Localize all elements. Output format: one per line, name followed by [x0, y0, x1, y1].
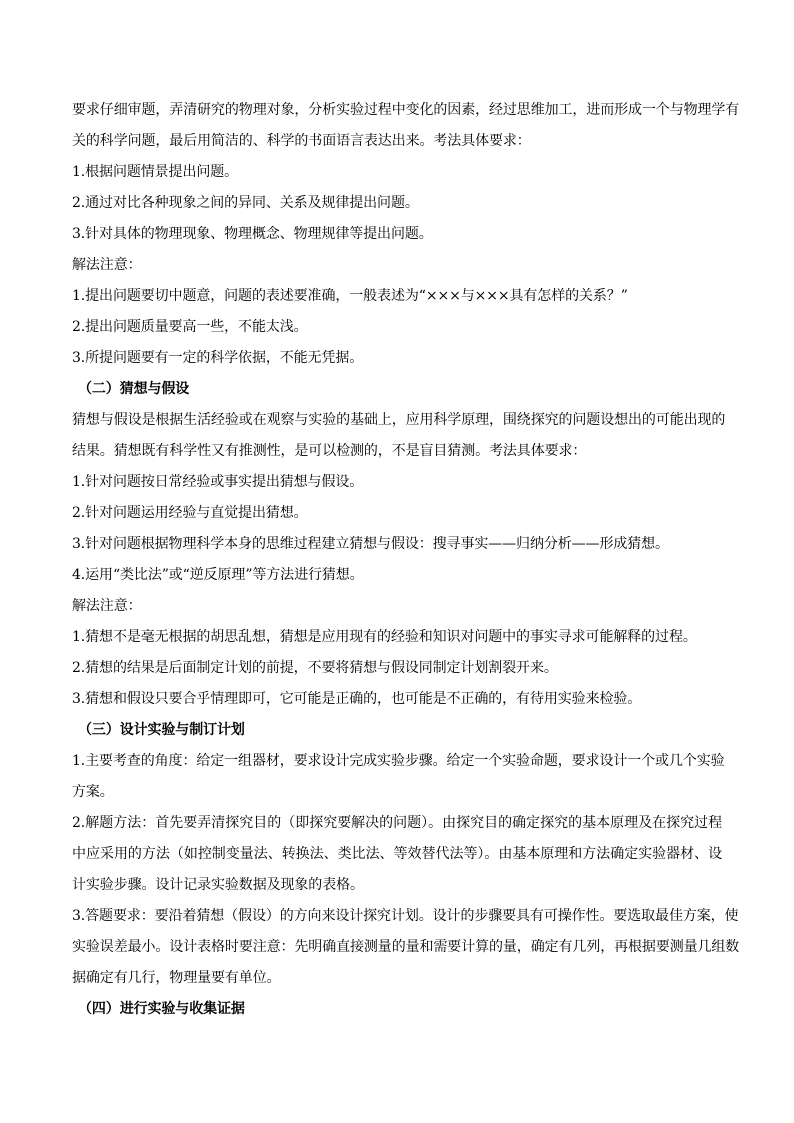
section-heading: （三）设计实验与制订计划: [78, 722, 245, 738]
paragraph-line: 实验误差最小。设计表格时要注意：先明确直接测量的量和需要计算的量，确定有几列，再根据要测量几组数: [72, 939, 740, 955]
section-heading: （二）猜想与假设: [78, 381, 190, 397]
notes-label: 解法注意：: [72, 257, 142, 273]
paragraph-line: 结果。猜想既有科学性又有推测性，是可以检测的，不是盲目猜测。考法具体要求：: [72, 443, 587, 459]
notes-label: 解法注意：: [72, 598, 142, 614]
list-item: 3.猜想和假设只要合乎情理即可，它可能是正确的，也可能是不正确的，有待用实验来检验。: [72, 691, 642, 707]
paragraph-line: 3.答题要求：要沿着猜想（假设）的方向来设计探究计划。设计的步骤要具有可操作性。要选取最佳方案，使: [72, 908, 739, 924]
list-item: 1.针对问题按日常经验或事实提出猜想与假设。: [72, 474, 364, 490]
paragraph-line: 1.主要考查的角度：给定一组器材，要求设计完成实验步骤。给定一个实验命题，要求设计一个或几个实验: [72, 753, 725, 769]
list-item: 2.针对问题运用经验与直觉提出猜想。: [72, 505, 308, 521]
list-item: 4.运用“类比法”或“逆反原理”等方法进行猜想。: [72, 567, 364, 583]
paragraph-line: 计实验步骤。设计记录实验数据及现象的表格。: [72, 877, 364, 893]
list-item: 1.提出问题要切中题意，问题的表述要准确，一般表述为“×××与×××具有怎样的关系？”: [72, 288, 628, 304]
paragraph-line: 要求仔细审题，弄清研究的物理对象，分析实验过程中变化的因素，经过思维加工，进而形成一个与物理学有: [72, 102, 740, 118]
list-item: 2.猜想的结果是后面制定计划的前提，不要将猜想与假设同制定计划割裂开来。: [72, 660, 558, 676]
paragraph-line: 猜想与假设是根据生活经验或在观察与实验的基础上，应用科学原理，围绕探究的问题设想出的可能出现的: [72, 412, 726, 428]
list-item: 2.通过对比各种现象之间的异同、关系及规律提出问题。: [72, 195, 419, 211]
list-item: 1.猜想不是毫无根据的胡思乱想，猜想是应用现有的经验和知识对问题中的事实寻求可能解释的过程。: [72, 629, 697, 645]
list-item: 1.根据问题情景提出问题。: [72, 164, 239, 180]
document-body: [72, 95, 740, 1025]
list-item: 2.提出问题质量要高一些，不能太浅。: [72, 319, 308, 335]
paragraph-line: 关的科学问题，最后用简洁的、科学的书面语言表达出来。考法具体要求：: [72, 133, 531, 149]
list-item: 3.针对问题根据物理科学本身的思维过程建立猜想与假设：搜寻事实——归纳分析——形成猜想。: [72, 536, 669, 552]
paragraph-line: 据确定有几行，物理量要有单位。: [72, 970, 281, 986]
paragraph-line: 方案。: [72, 784, 114, 800]
paragraph-line: 中应采用的方法（如控制变量法、转换法、类比法、等效替代法等）。由基本原理和方法确定实验器材、设: [72, 846, 722, 862]
list-item: 3.所提问题要有一定的科学依据，不能无凭据。: [72, 350, 364, 366]
list-item: 3.针对具体的物理现象、物理概念、物理规律等提出问题。: [72, 226, 433, 242]
paragraph-line: 2.解题方法：首先要弄清探究目的（即探究要解决的问题）。由探究目的确定探究的基本原理及在探究过程: [72, 815, 722, 831]
section-heading: （四）进行实验与收集证据: [78, 1001, 245, 1017]
